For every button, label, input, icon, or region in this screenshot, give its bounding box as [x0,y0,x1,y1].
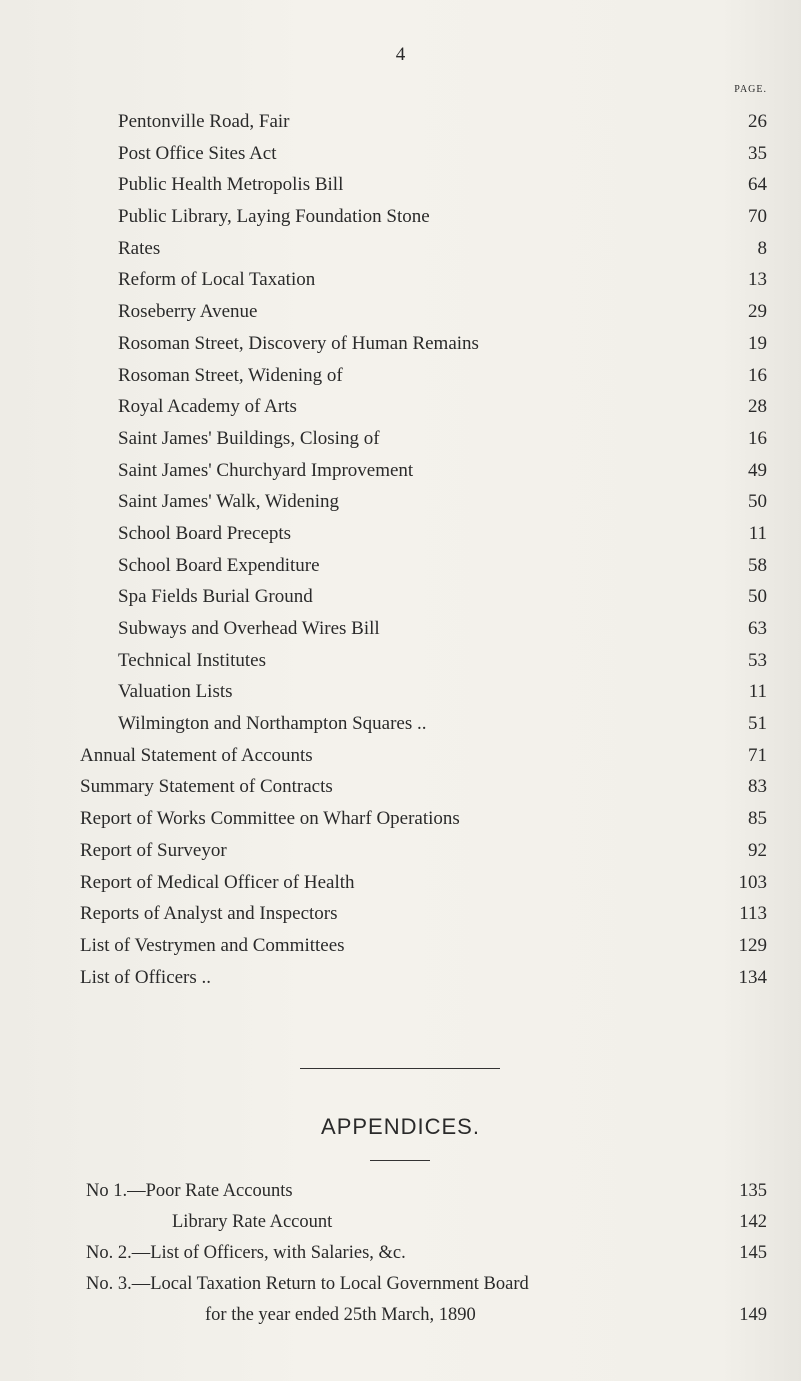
divider-rule-short [370,1160,430,1161]
section-entry [0,771,801,803]
index-entry [0,676,801,708]
entry-label: Summary Statement of Contracts [80,776,333,798]
index-entry [0,391,801,423]
entry-page: 50 [748,586,767,608]
index-entry [0,486,801,518]
entry-page: 92 [748,839,767,861]
entry-label: List of Vestrymen and Committees [80,934,345,956]
entry-page: 16 [748,364,767,386]
entry-label: Annual Statement of Accounts [80,744,313,766]
entry-page: 13 [748,269,767,291]
appendix-page: 142 [739,1212,767,1232]
index-entry [0,423,801,455]
index-entry [0,296,801,328]
entry-page: 129 [738,934,767,956]
entry-label: Rosoman Street, Widening of [118,364,343,386]
appendix-label: No. 3.—Local Taxation Return to Local Government Board [86,1274,529,1294]
index-entry [0,169,801,201]
appendix-label: Library Rate Account [172,1212,333,1232]
entry-page: 83 [748,776,767,798]
appendices-list [0,1176,801,1331]
appendix-entry [0,1176,801,1207]
entry-label: Saint James' Churchyard Improvement [118,459,414,481]
entry-page: 49 [748,459,767,481]
divider-rule [300,1068,500,1069]
index-entry [0,455,801,487]
section-entry [0,867,801,899]
entry-page: 103 [738,871,767,893]
entry-page: 85 [748,808,767,830]
appendix-page: 145 [739,1243,767,1263]
entry-label: Roseberry Avenue [118,301,258,323]
entry-label: Report of Surveyor [80,839,227,861]
appendix-page: 149 [739,1305,767,1325]
entry-label: Report of Medical Officer of Health [80,871,355,893]
page-number: 4 [395,44,406,65]
entry-label: School Board Precepts [118,522,292,544]
entry-label: Reform of Local Taxation [118,269,316,291]
appendix-label: for the year ended 25th March, 1890 [205,1305,476,1325]
index-entry [0,106,801,138]
entry-label: Public Health Metropolis Bill [118,174,344,196]
index-entry [0,645,801,677]
entry-page: 113 [739,903,767,925]
entry-label: Valuation Lists [118,681,233,703]
entry-page: 35 [748,142,767,164]
entry-page: 50 [748,491,767,513]
page-column-header: PAGE. [734,84,767,95]
entry-page: 134 [738,966,767,988]
entry-page: 70 [748,206,767,228]
entry-page: 63 [748,618,767,639]
entry-page: 26 [748,111,767,132]
index-entry [0,264,801,296]
index-entry [0,550,801,582]
entry-label: Spa Fields Burial Ground [118,586,313,608]
index-entry [0,581,801,613]
appendix-label: No. 2.—List of Officers, with Salaries, &c. [86,1243,406,1263]
appendix-entry [0,1269,801,1300]
entry-label: Royal Academy of Arts [118,396,297,418]
section-entry [0,898,801,930]
entry-page: 29 [748,301,767,323]
section-entry [0,803,801,835]
section-entry [0,962,801,994]
entry-page: 71 [748,744,767,766]
entry-page: 53 [748,649,767,671]
entry-label: Pentonville Road, Fair [118,111,290,132]
index-entry [0,518,801,550]
entry-page: 11 [748,522,767,544]
section-entry [0,930,801,962]
entry-label: Saint James' Walk, Widening [118,491,340,513]
index-entry [0,233,801,265]
index-entry [0,201,801,233]
appendix-entry [0,1238,801,1269]
appendix-label: No 1.—Poor Rate Accounts [86,1181,293,1201]
entry-label: Report of Works Committee on Wharf Operations [80,808,460,830]
index-entry [0,328,801,360]
index-entry [0,708,801,740]
index-entry [0,360,801,392]
section-entry [0,835,801,867]
entry-page: 51 [748,713,767,735]
entry-label: Public Library, Laying Foundation Stone [118,206,430,228]
appendix-entry [0,1207,801,1238]
entry-page: 28 [748,396,767,418]
entry-page: 16 [748,427,767,449]
entry-label: Saint James' Buildings, Closing of [118,427,380,449]
entry-page: 8 [757,237,767,259]
section-entry [0,740,801,772]
index-entry [0,138,801,170]
appendix-page: 135 [739,1181,767,1201]
entry-label: Post Office Sites Act [118,142,277,164]
index-entry [0,613,801,645]
entry-page: 58 [748,554,767,576]
entry-page: 11 [748,681,767,703]
entry-label: Reports of Analyst and Inspectors [80,903,338,925]
entry-page: 64 [748,174,767,196]
entry-label: List of Officers .. [80,966,212,988]
entry-label: Technical Institutes [118,649,266,671]
entry-page: 19 [748,332,767,354]
entry-label: Subways and Overhead Wires Bill [118,618,380,639]
appendix-entry-continued [0,1300,801,1331]
entry-label: Wilmington and Northampton Squares .. [118,713,427,735]
appendices-heading: APPENDICES. [321,1114,480,1139]
index-list [0,106,801,993]
entry-label: Rates [118,237,161,259]
entry-label: Rosoman Street, Discovery of Human Remains [118,332,479,354]
entry-label: School Board Expenditure [118,554,320,576]
